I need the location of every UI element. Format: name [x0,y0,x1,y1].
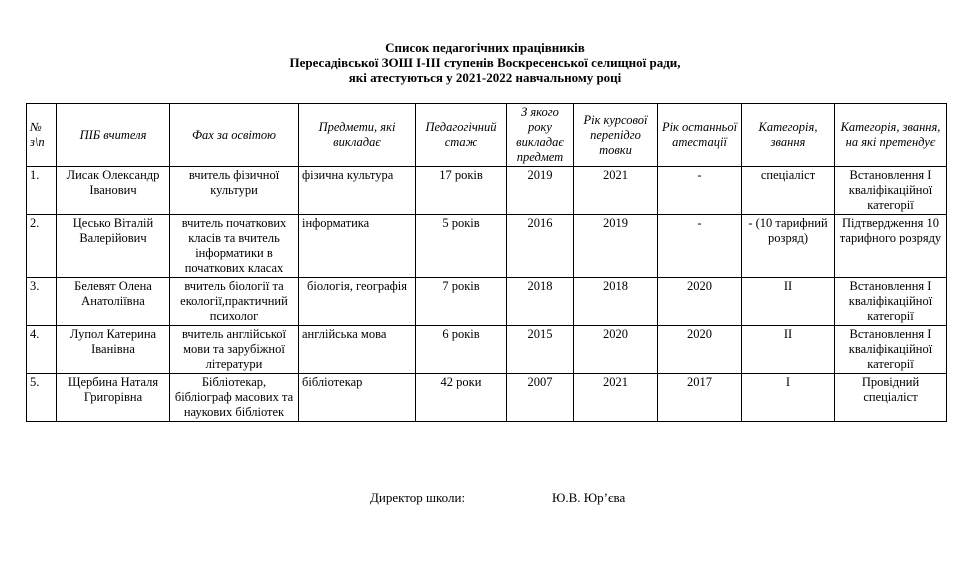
cell-course-year: 2018 [574,278,658,326]
cell-target-category: Встановлення І кваліфікаційної категорії [835,326,947,374]
cell-target-category: Провідний спеціаліст [835,374,947,422]
cell-name: Белевят Олена Анатоліївна [57,278,170,326]
header-number: № з\п [27,104,57,167]
cell-experience: 17 років [416,167,507,215]
cell-experience: 5 років [416,215,507,278]
title-line-2: Пересадівської ЗОШ І-ІІІ ступенів Воскресенської селищної ради, [289,55,681,70]
title-line-3: які атестуються у 2021-2022 навчальному році [348,70,622,85]
cell-attestation-year: 2020 [658,326,742,374]
cell-subjects: англійська мова [299,326,416,374]
cell-experience: 42 роки [416,374,507,422]
cell-subjects: біологія, географія [299,278,416,326]
cell-target-category: Встановлення І кваліфікаційної категорії [835,278,947,326]
table-row [27,215,947,278]
cell-name: Лисак Олександр Іванович [57,167,170,215]
cell-specialty: Бібліотекар, бібліограф масових та наукових бібліотек [170,374,299,422]
header-target-category: Категорія, звання, на які претендує [835,104,947,167]
table-row [27,278,947,326]
cell-category: І [742,374,835,422]
cell-number: 5. [27,374,57,422]
header-since-year: З якого року викладає предмет [507,104,574,167]
cell-target-category: Встановлення І кваліфікаційної категорії [835,167,947,215]
director-label: Директор школи: [370,490,466,505]
cell-attestation-year: 2020 [658,278,742,326]
cell-subjects: інформатика [299,215,416,278]
cell-number: 3. [27,278,57,326]
header-specialty: Фах за освітою [170,104,299,167]
director-name: Ю.В. Юр’єва [552,490,626,505]
cell-subjects: бібліотекар [299,374,416,422]
cell-since-year: 2019 [507,167,574,215]
cell-attestation-year: - [658,167,742,215]
cell-category: ІІ [742,278,835,326]
table-row [27,167,947,215]
cell-specialty: вчитель англійської мови та зарубіжної літератури [170,326,299,374]
cell-course-year: 2021 [574,167,658,215]
cell-name: Щербина Наталя Григорівна [57,374,170,422]
header-name: ПІБ вчителя [57,104,170,167]
cell-number: 4. [27,326,57,374]
table-row [27,326,947,374]
cell-number: 2. [27,215,57,278]
cell-target-category: Підтвердження 10 тарифного розряду [835,215,947,278]
header-attestation-year: Рік останньої атестації [658,104,742,167]
cell-category: спеціаліст [742,167,835,215]
teachers-table [26,103,947,422]
title-line-1: Список педагогічних працівників [385,40,585,55]
cell-subjects: фізична культура [299,167,416,215]
header-experience: Педагогічний стаж [416,104,507,167]
cell-name: Цесько Віталій Валерійович [57,215,170,278]
table-header-row [27,104,947,167]
cell-experience: 7 років [416,278,507,326]
table-row [27,374,947,422]
cell-since-year: 2007 [507,374,574,422]
cell-course-year: 2021 [574,374,658,422]
cell-name: Лупол Катерина Іванівна [57,326,170,374]
cell-attestation-year: 2017 [658,374,742,422]
cell-course-year: 2020 [574,326,658,374]
cell-specialty: вчитель біології та екології,практичний психолог [170,278,299,326]
header-subjects: Предмети, які викладає [299,104,416,167]
cell-course-year: 2019 [574,215,658,278]
cell-since-year: 2016 [507,215,574,278]
cell-number: 1. [27,167,57,215]
cell-attestation-year: - [658,215,742,278]
cell-category: - (10 тарифний розряд) [742,215,835,278]
cell-specialty: вчитель фізичної культури [170,167,299,215]
cell-since-year: 2015 [507,326,574,374]
cell-since-year: 2018 [507,278,574,326]
cell-category: ІІ [742,326,835,374]
cell-specialty: вчитель початкових класів та вчитель інформатики в початкових класах [170,215,299,278]
header-category: Категорія, звання [742,104,835,167]
cell-experience: 6 років [416,326,507,374]
header-course-year: Рік курсової перепідго товки [574,104,658,167]
